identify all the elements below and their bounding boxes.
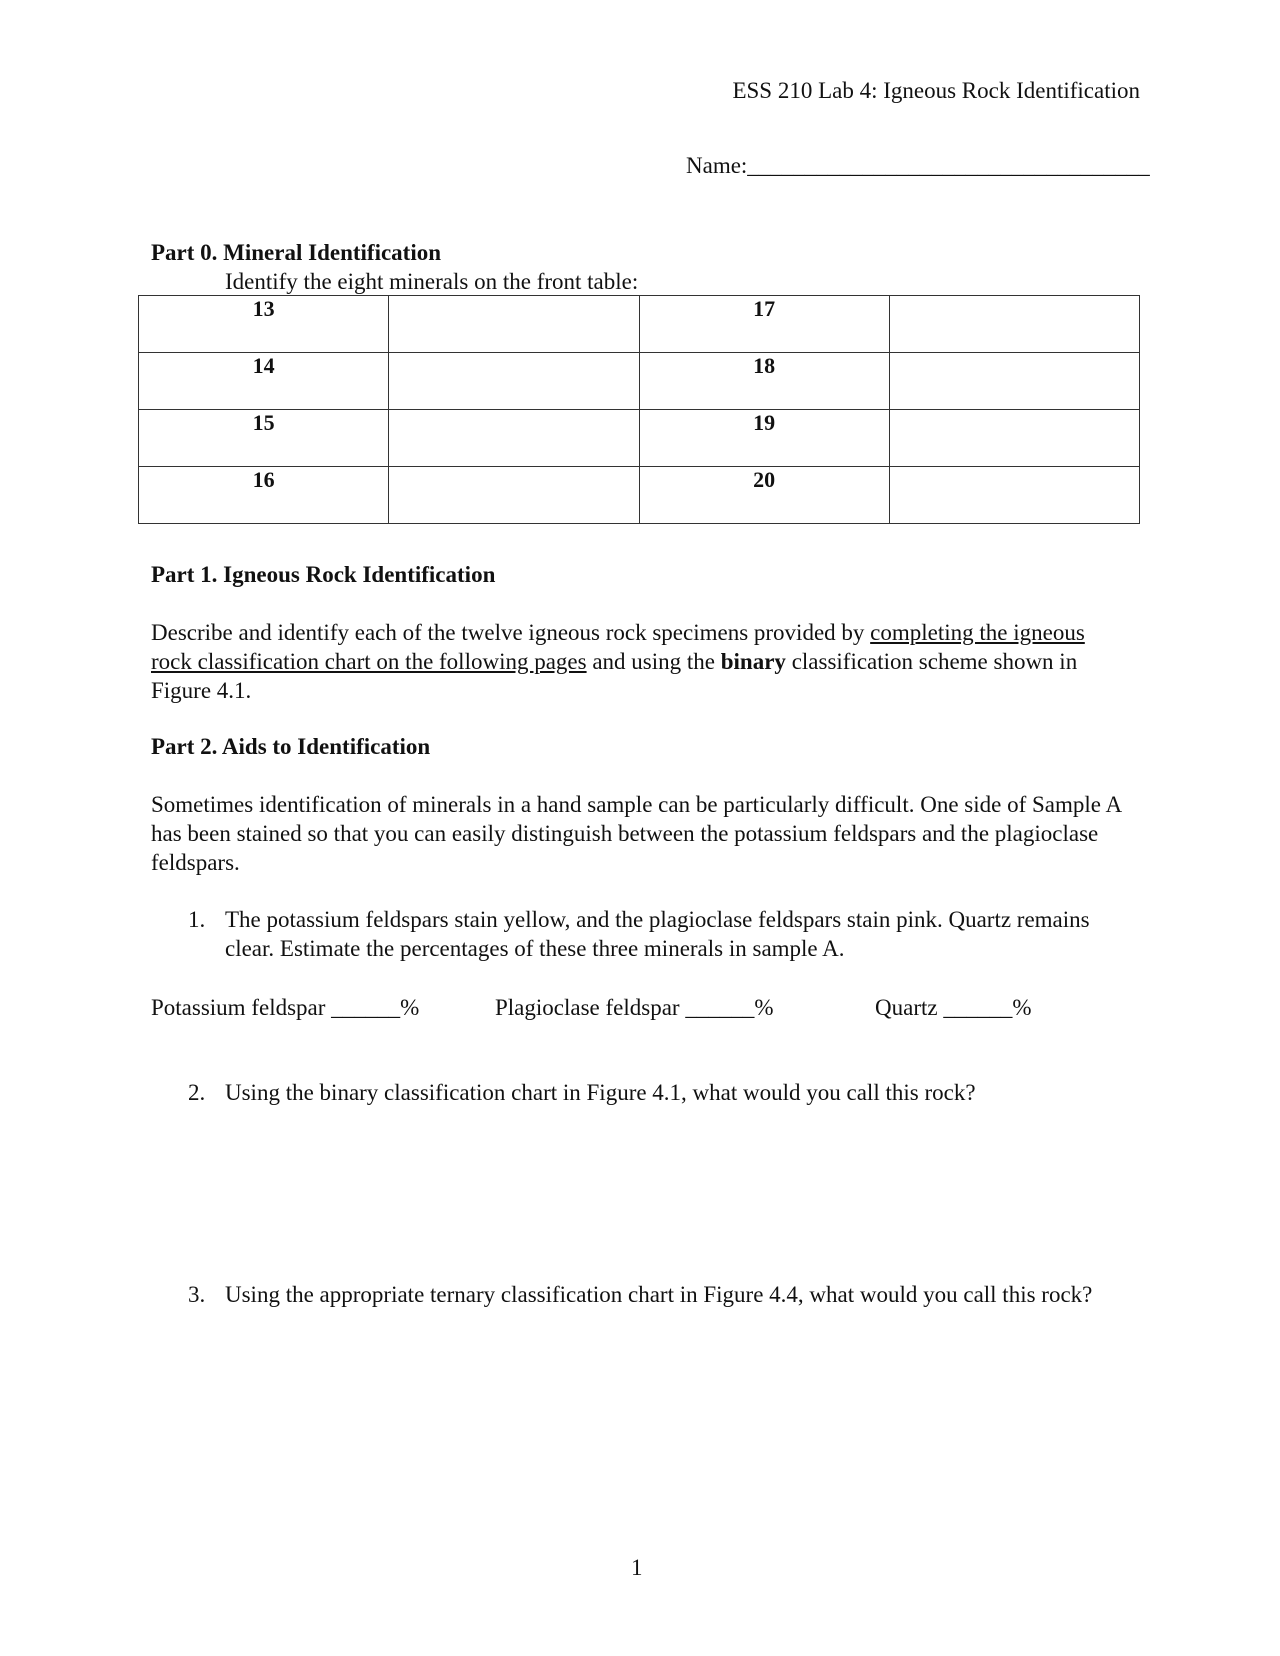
question-number: 1. xyxy=(188,907,206,932)
mineral-number-cell: 13 xyxy=(139,296,389,353)
part0-instruction: Identify the eight minerals on the front table: xyxy=(225,269,639,294)
part1-underlined-text: completing the igneous rock classification chart on the following pages xyxy=(151,620,1085,674)
mineral-answer-cell[interactable] xyxy=(389,467,639,524)
question-number: 3. xyxy=(188,1282,206,1307)
mineral-number-cell: 19 xyxy=(639,410,889,467)
mineral-answer-cell[interactable] xyxy=(389,353,639,410)
mineral-number-cell: 20 xyxy=(639,467,889,524)
part1-heading: Part 1. Igneous Rock Identification xyxy=(151,562,496,587)
mineral-answer-cell[interactable] xyxy=(889,410,1139,467)
mineral-number-cell: 17 xyxy=(639,296,889,353)
part2-paragraph: Sometimes identification of minerals in a hand sample can be particularly difficult. One side of Sample A has been stained so that you can easily distinguish between the potassium feldspars and the plagioclase feldspars. xyxy=(151,792,1121,875)
question-number: 2. xyxy=(188,1080,206,1105)
part1-text-before: Describe and identify each of the twelve igneous rock specimens provided by xyxy=(151,620,871,645)
part1-text-after: classification scheme shown in Figure 4.1. xyxy=(151,649,1078,703)
question-text: Using the appropriate ternary classification chart in Figure 4.4, what would you call this rock? xyxy=(225,1282,1093,1307)
question-text: The potassium feldspars stain yellow, and the plagioclase feldspars stain pink. Quartz remains clear. Estimate the percentages of these three minerals in sample A. xyxy=(225,907,1090,961)
mineral-number-cell: 15 xyxy=(139,410,389,467)
mineral-answer-cell[interactable] xyxy=(389,410,639,467)
part0-heading: Part 0. Mineral Identification xyxy=(151,240,442,265)
mineral-number-cell: 14 xyxy=(139,353,389,410)
mineral-identification-table xyxy=(138,295,1140,524)
table-row xyxy=(139,353,1140,410)
name-field-line[interactable]: Name:___________________________________ xyxy=(686,153,1150,178)
plagioclase-feldspar-blank[interactable]: Plagioclase feldspar ______% xyxy=(495,995,774,1020)
mineral-answer-cell[interactable] xyxy=(889,467,1139,524)
part2-heading: Part 2. Aids to Identification xyxy=(151,734,431,759)
page-number: 1 xyxy=(631,1555,643,1580)
potassium-feldspar-blank[interactable]: Potassium feldspar ______% xyxy=(151,995,420,1020)
mineral-number-cell: 16 xyxy=(139,467,389,524)
mineral-answer-cell[interactable] xyxy=(889,296,1139,353)
table-row xyxy=(139,296,1140,353)
header-title: ESS 210 Lab 4: Igneous Rock Identification xyxy=(732,78,1140,103)
table-row xyxy=(139,467,1140,524)
question-text: Using the binary classification chart in Figure 4.1, what would you call this rock? xyxy=(225,1080,976,1105)
mineral-answer-cell[interactable] xyxy=(889,353,1139,410)
mineral-answer-cell[interactable] xyxy=(389,296,639,353)
part1-bold-text: binary xyxy=(720,649,786,674)
part1-text-middle: and using the xyxy=(586,649,721,674)
part1-paragraph xyxy=(151,618,1131,705)
mineral-number-cell: 18 xyxy=(639,353,889,410)
quartz-blank[interactable]: Quartz ______% xyxy=(875,995,1032,1020)
table-row xyxy=(139,410,1140,467)
